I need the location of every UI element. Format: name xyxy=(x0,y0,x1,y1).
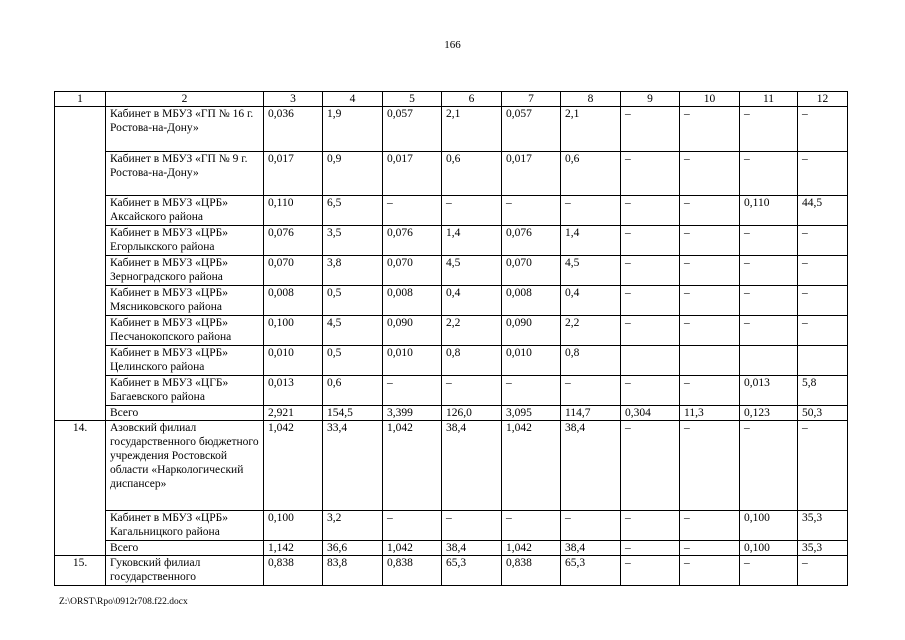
page-number: 166 xyxy=(444,39,461,51)
value-cell-col-11 xyxy=(740,346,798,376)
column-header-10: 10 xyxy=(680,92,740,107)
value-cell-col-6: 0,6 xyxy=(442,152,502,196)
value-cell-col-9: – xyxy=(621,421,680,511)
value-cell-col-5: 0,057 xyxy=(383,107,442,152)
value-cell-col-9: – xyxy=(621,556,680,586)
value-cell-col-8: 0,6 xyxy=(561,152,621,196)
value-cell-col-7: 0,070 xyxy=(502,256,561,286)
institution-name-cell: Кабинет в МБУЗ «ГП № 16 г. Ростова-на-Дону» xyxy=(106,107,264,152)
value-cell-col-5: 0,070 xyxy=(383,256,442,286)
value-cell-col-4: 0,6 xyxy=(323,376,383,406)
column-header-4: 4 xyxy=(323,92,383,107)
value-cell-col-12: – xyxy=(798,556,848,586)
value-cell-col-6: 1,4 xyxy=(442,226,502,256)
value-cell-col-4: 36,6 xyxy=(323,541,383,556)
value-cell-col-12: – xyxy=(798,286,848,316)
institution-name-cell: Кабинет в МБУЗ «ЦРБ» Кагальницкого района xyxy=(106,511,264,541)
value-cell-col-8: 114,7 xyxy=(561,406,621,421)
value-cell-col-11: – xyxy=(740,286,798,316)
value-cell-col-7: 0,090 xyxy=(502,316,561,346)
value-cell-col-5: 1,042 xyxy=(383,541,442,556)
file-path-footer: Z:\ORST\Rpo\0912r708.f22.docx xyxy=(59,597,188,607)
value-cell-col-11: – xyxy=(740,152,798,196)
value-cell-col-12: 5,8 xyxy=(798,376,848,406)
institution-name-cell: Азовский филиал государственного бюджетного учреждения Ростовской области «Наркологический диспансер» xyxy=(106,421,264,511)
value-cell-col-7: 0,017 xyxy=(502,152,561,196)
value-cell-col-4: 3,5 xyxy=(323,226,383,256)
value-cell-col-10: – xyxy=(680,511,740,541)
value-cell-col-11: 0,110 xyxy=(740,196,798,226)
table-row xyxy=(55,107,848,152)
value-cell-col-3: 1,142 xyxy=(264,541,323,556)
column-header-12: 12 xyxy=(798,92,848,107)
value-cell-col-6: 65,3 xyxy=(442,556,502,586)
value-cell-col-3: 2,921 xyxy=(264,406,323,421)
table-row xyxy=(55,226,848,256)
value-cell-col-11: – xyxy=(740,256,798,286)
value-cell-col-10: – xyxy=(680,556,740,586)
value-cell-col-3: 0,017 xyxy=(264,152,323,196)
value-cell-col-10: – xyxy=(680,376,740,406)
value-cell-col-7: 0,838 xyxy=(502,556,561,586)
value-cell-col-12: – xyxy=(798,107,848,152)
column-header-9: 9 xyxy=(621,92,680,107)
row-number-cell: 15. xyxy=(55,556,106,586)
value-cell-col-3: 0,036 xyxy=(264,107,323,152)
value-cell-col-4: 1,9 xyxy=(323,107,383,152)
value-cell-col-9: – xyxy=(621,196,680,226)
value-cell-col-5: 0,008 xyxy=(383,286,442,316)
value-cell-col-12: – xyxy=(798,226,848,256)
value-cell-col-6: 2,1 xyxy=(442,107,502,152)
table-row xyxy=(55,152,848,196)
value-cell-col-12: 35,3 xyxy=(798,541,848,556)
value-cell-col-3: 0,070 xyxy=(264,256,323,286)
institution-name-cell: Кабинет в МБУЗ «ЦГБ» Багаевского района xyxy=(106,376,264,406)
value-cell-col-11: – xyxy=(740,226,798,256)
value-cell-col-5: 0,076 xyxy=(383,226,442,256)
table-header-row xyxy=(55,92,848,107)
value-cell-col-12: 44,5 xyxy=(798,196,848,226)
value-cell-col-8: 4,5 xyxy=(561,256,621,286)
value-cell-col-10: – xyxy=(680,107,740,152)
institution-name-cell: Кабинет в МБУЗ «ЦРБ» Песчанокопского района xyxy=(106,316,264,346)
value-cell-col-4: 3,2 xyxy=(323,511,383,541)
value-cell-col-6: 38,4 xyxy=(442,421,502,511)
table-row xyxy=(55,406,848,421)
value-cell-col-9 xyxy=(621,346,680,376)
value-cell-col-11: 0,100 xyxy=(740,541,798,556)
value-cell-col-11: – xyxy=(740,421,798,511)
value-cell-col-7: 0,010 xyxy=(502,346,561,376)
value-cell-col-7: 0,076 xyxy=(502,226,561,256)
value-cell-col-4: 3,8 xyxy=(323,256,383,286)
value-cell-col-9: – xyxy=(621,256,680,286)
table-row xyxy=(55,541,848,556)
value-cell-col-10: – xyxy=(680,541,740,556)
value-cell-col-8: – xyxy=(561,511,621,541)
value-cell-col-6: 38,4 xyxy=(442,541,502,556)
table-row xyxy=(55,511,848,541)
value-cell-col-11: – xyxy=(740,556,798,586)
value-cell-col-9: – xyxy=(621,316,680,346)
value-cell-col-8: 38,4 xyxy=(561,541,621,556)
value-cell-col-8: 38,4 xyxy=(561,421,621,511)
value-cell-col-7: – xyxy=(502,376,561,406)
value-cell-col-11: 0,013 xyxy=(740,376,798,406)
value-cell-col-10 xyxy=(680,346,740,376)
value-cell-col-8: 1,4 xyxy=(561,226,621,256)
value-cell-col-3: 0,010 xyxy=(264,346,323,376)
value-cell-col-4: 83,8 xyxy=(323,556,383,586)
value-cell-col-7: 3,095 xyxy=(502,406,561,421)
value-cell-col-7: 1,042 xyxy=(502,421,561,511)
value-cell-col-12: – xyxy=(798,256,848,286)
value-cell-col-10: 11,3 xyxy=(680,406,740,421)
value-cell-col-3: 0,076 xyxy=(264,226,323,256)
table-row xyxy=(55,556,848,586)
value-cell-col-9: – xyxy=(621,376,680,406)
value-cell-col-3: 0,100 xyxy=(264,511,323,541)
value-cell-col-11: – xyxy=(740,107,798,152)
value-cell-col-10: – xyxy=(680,286,740,316)
value-cell-col-5: 0,010 xyxy=(383,346,442,376)
value-cell-col-4: 0,5 xyxy=(323,286,383,316)
institution-name-cell: Кабинет в МБУЗ «ЦРБ» Аксайского района xyxy=(106,196,264,226)
value-cell-col-3: 0,008 xyxy=(264,286,323,316)
value-cell-col-6: – xyxy=(442,511,502,541)
value-cell-col-10: – xyxy=(680,152,740,196)
value-cell-col-6: 4,5 xyxy=(442,256,502,286)
institution-name-cell: Кабинет в МБУЗ «ЦРБ» Зерноградского района xyxy=(106,256,264,286)
value-cell-col-7: 0,008 xyxy=(502,286,561,316)
value-cell-col-5: – xyxy=(383,196,442,226)
value-cell-col-6: 2,2 xyxy=(442,316,502,346)
institution-name-cell: Кабинет в МБУЗ «ЦРБ» Егорлыкского района xyxy=(106,226,264,256)
value-cell-col-9: – xyxy=(621,107,680,152)
institution-name-cell: Кабинет в МБУЗ «ЦРБ» Целинского района xyxy=(106,346,264,376)
value-cell-col-5: 0,838 xyxy=(383,556,442,586)
value-cell-col-4: 0,9 xyxy=(323,152,383,196)
value-cell-col-9: – xyxy=(621,511,680,541)
value-cell-col-3: 0,100 xyxy=(264,316,323,346)
column-header-6: 6 xyxy=(442,92,502,107)
table-row xyxy=(55,196,848,226)
column-header-8: 8 xyxy=(561,92,621,107)
value-cell-col-3: 0,013 xyxy=(264,376,323,406)
value-cell-col-10: – xyxy=(680,226,740,256)
table-row xyxy=(55,346,848,376)
value-cell-col-9: – xyxy=(621,226,680,256)
data-table xyxy=(54,91,848,586)
value-cell-col-12: 35,3 xyxy=(798,511,848,541)
table-row xyxy=(55,256,848,286)
value-cell-col-3: 1,042 xyxy=(264,421,323,511)
value-cell-col-5: 0,090 xyxy=(383,316,442,346)
value-cell-col-12: – xyxy=(798,316,848,346)
value-cell-col-3: 0,110 xyxy=(264,196,323,226)
value-cell-col-7: – xyxy=(502,196,561,226)
value-cell-col-5: 3,399 xyxy=(383,406,442,421)
column-header-3: 3 xyxy=(264,92,323,107)
value-cell-col-10: – xyxy=(680,421,740,511)
value-cell-col-6: – xyxy=(442,196,502,226)
value-cell-col-6: 0,4 xyxy=(442,286,502,316)
value-cell-col-4: 154,5 xyxy=(323,406,383,421)
value-cell-col-4: 33,4 xyxy=(323,421,383,511)
value-cell-col-4: 0,5 xyxy=(323,346,383,376)
table-row xyxy=(55,421,848,511)
value-cell-col-10: – xyxy=(680,256,740,286)
value-cell-col-9: – xyxy=(621,541,680,556)
value-cell-col-12 xyxy=(798,346,848,376)
row-number-cell: 14. xyxy=(55,421,106,556)
value-cell-col-6: – xyxy=(442,376,502,406)
value-cell-col-11: – xyxy=(740,316,798,346)
column-header-2: 2 xyxy=(106,92,264,107)
value-cell-col-9: – xyxy=(621,152,680,196)
column-header-5: 5 xyxy=(383,92,442,107)
value-cell-col-6: 0,8 xyxy=(442,346,502,376)
institution-name-cell: Кабинет в МБУЗ «ГП № 9 г. Ростова-на-Дону» xyxy=(106,152,264,196)
value-cell-col-8: – xyxy=(561,376,621,406)
row-number-cell xyxy=(55,107,106,421)
column-header-11: 11 xyxy=(740,92,798,107)
value-cell-col-5: 1,042 xyxy=(383,421,442,511)
value-cell-col-8: 2,2 xyxy=(561,316,621,346)
value-cell-col-8: – xyxy=(561,196,621,226)
value-cell-col-7: 0,057 xyxy=(502,107,561,152)
value-cell-col-12: – xyxy=(798,421,848,511)
value-cell-col-9: – xyxy=(621,286,680,316)
value-cell-col-10: – xyxy=(680,196,740,226)
institution-name-cell: Кабинет в МБУЗ «ЦРБ» Мясниковского района xyxy=(106,286,264,316)
table-row xyxy=(55,376,848,406)
value-cell-col-3: 0,838 xyxy=(264,556,323,586)
value-cell-col-12: – xyxy=(798,152,848,196)
table-row xyxy=(55,316,848,346)
value-cell-col-5: – xyxy=(383,376,442,406)
value-cell-col-4: 6,5 xyxy=(323,196,383,226)
value-cell-col-6: 126,0 xyxy=(442,406,502,421)
value-cell-col-11: 0,100 xyxy=(740,511,798,541)
value-cell-col-8: 2,1 xyxy=(561,107,621,152)
value-cell-col-7: 1,042 xyxy=(502,541,561,556)
value-cell-col-8: 0,4 xyxy=(561,286,621,316)
value-cell-col-8: 0,8 xyxy=(561,346,621,376)
institution-name-cell: Всего xyxy=(106,406,264,421)
institution-name-cell: Всего xyxy=(106,541,264,556)
value-cell-col-8: 65,3 xyxy=(561,556,621,586)
table-row xyxy=(55,286,848,316)
column-header-7: 7 xyxy=(502,92,561,107)
value-cell-col-5: – xyxy=(383,511,442,541)
column-header-1: 1 xyxy=(55,92,106,107)
value-cell-col-11: 0,123 xyxy=(740,406,798,421)
value-cell-col-10: – xyxy=(680,316,740,346)
value-cell-col-4: 4,5 xyxy=(323,316,383,346)
value-cell-col-7: – xyxy=(502,511,561,541)
value-cell-col-9: 0,304 xyxy=(621,406,680,421)
institution-name-cell: Гуковский филиал государственного xyxy=(106,556,264,586)
value-cell-col-12: 50,3 xyxy=(798,406,848,421)
value-cell-col-5: 0,017 xyxy=(383,152,442,196)
